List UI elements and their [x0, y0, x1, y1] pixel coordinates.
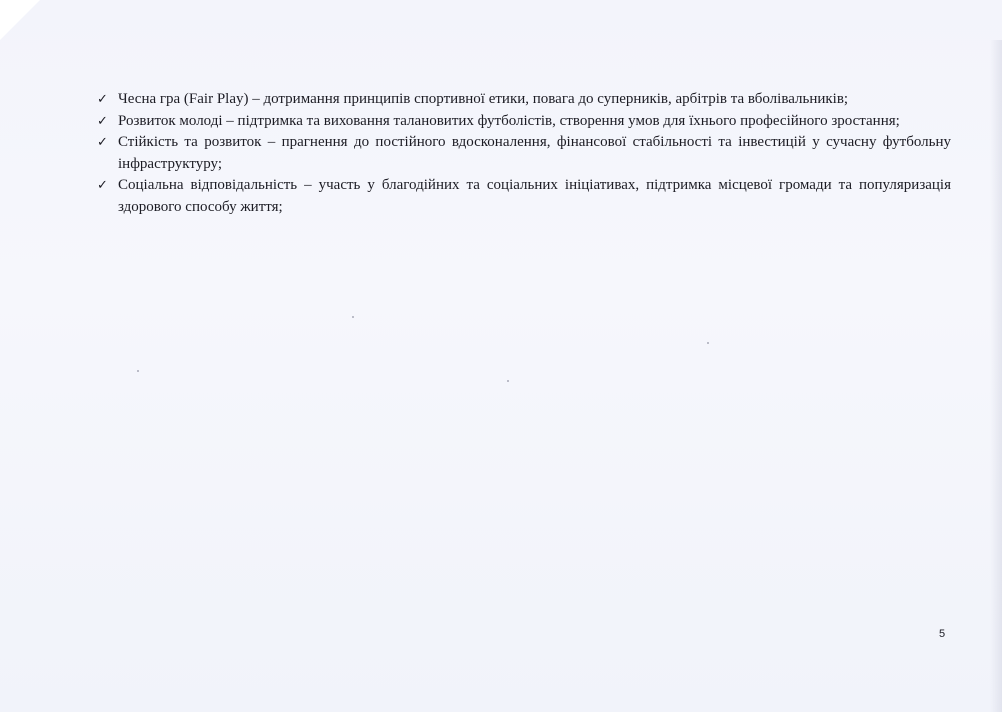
list-item — [97, 89, 951, 111]
paper-speck — [352, 316, 354, 318]
paper-speck — [507, 380, 509, 382]
list-item-text: Соціальна відповідальність – участь у благодійних та соціальних ініціативах, підтримка місцевої громади та популяризація здорового способу життя; — [118, 177, 951, 215]
list-item — [97, 175, 951, 218]
page-edge-shadow — [990, 40, 1002, 712]
checkmark-icon: ✓ — [97, 92, 108, 107]
page-number: 5 — [939, 628, 946, 640]
value-list — [97, 89, 951, 218]
list-item-text: Стійкість та розвиток – прагнення до постійного вдосконалення, фінансової стабільності та інвестицій у сучасну футбольну інфраструктуру; — [118, 134, 951, 172]
checkmark-icon: ✓ — [97, 113, 108, 129]
list-item — [97, 111, 951, 133]
folded-corner — [0, 0, 40, 40]
list-item-text: Чесна гра (Fair Play) – дотримання принципів спортивної етики, повага до суперників, арбітрів та вболівальників; — [118, 91, 849, 107]
checkmark-icon: ✓ — [97, 135, 108, 150]
checkmark-icon: ✓ — [97, 178, 108, 193]
paper-speck — [137, 370, 139, 372]
list-item-text: Розвиток молоді – підтримка та виховання талановитих футболістів, створення умов для їхнього професійного зростання; — [118, 112, 900, 129]
paper-speck — [707, 342, 709, 344]
list-item — [97, 132, 951, 175]
